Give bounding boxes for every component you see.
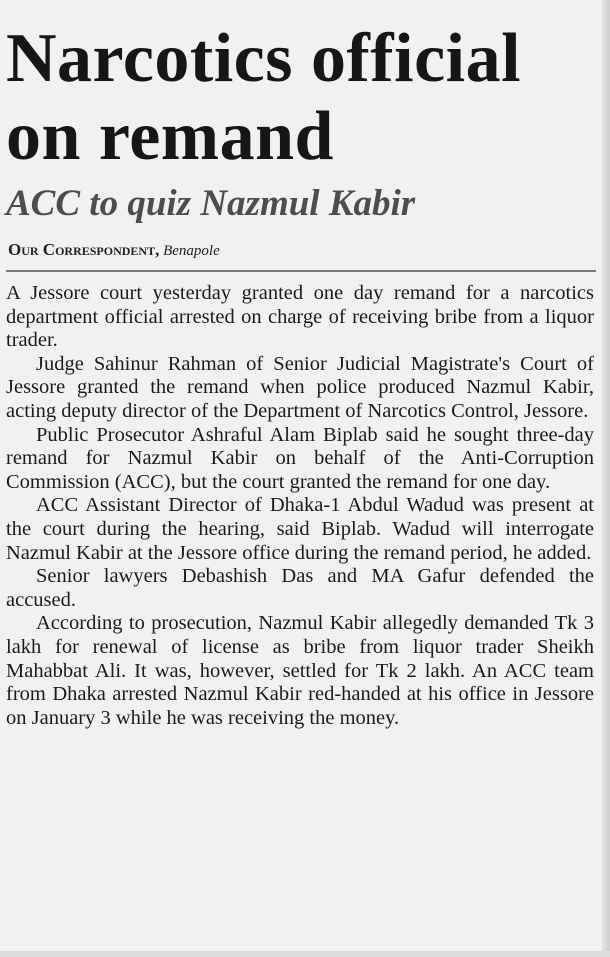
headline-line-1: Narcotics official [6, 20, 522, 97]
paragraph: Public Prosecutor Ashraful Alam Biplab said he sought three-day remand for Nazmul Kabir on behalf of the Anti-Corruption Commission (ACC), but the court granted the remand for one day. [6, 423, 594, 493]
headline [6, 20, 596, 176]
paragraph: ACC Assistant Director of Dhaka-1 Abdul Wadud was present at the court during the hearing, said Biplab. Wadud will interrogate Nazmul Kabir at the Jessore office during the remand period, he added. [6, 494, 594, 564]
byline-author: Our Correspondent, [8, 240, 160, 259]
paragraph: Senior lawyers Debashish Das and MA Gafur defended the accused. [6, 565, 594, 611]
subheadline: ACC to quiz Nazmul Kabir [6, 183, 416, 224]
article-body [6, 282, 596, 730]
paragraph: According to prosecution, Nazmul Kabir allegedly demanded Tk 3 lakh for renewal of license as bribe from liquor trader Sheikh Mahabbat Ali. It was, however, settled for Tk 2 lakh. An ACC team from Dhaka arrested Nazmul Kabir red-handed at his office in Jessore on January 3 while he was receiving the money. [6, 612, 594, 729]
byline-place: Benapole [163, 243, 220, 259]
headline-line-2: on remand [6, 98, 334, 175]
paragraph: Judge Sahinur Rahman of Senior Judicial Magistrate's Court of Jessore granted the remand when police produced Nazmul Kabir, acting deputy director of the Department of Narcotics Control, Jessore. [6, 352, 594, 422]
divider [6, 270, 596, 272]
byline [8, 240, 596, 260]
page-edge-bottom [0, 951, 610, 957]
paragraph: A Jessore court yesterday granted one day remand for a narcotics department official arrested on charge of receiving bribe from a liquor trader. [6, 282, 594, 352]
page-edge-right [602, 0, 610, 957]
